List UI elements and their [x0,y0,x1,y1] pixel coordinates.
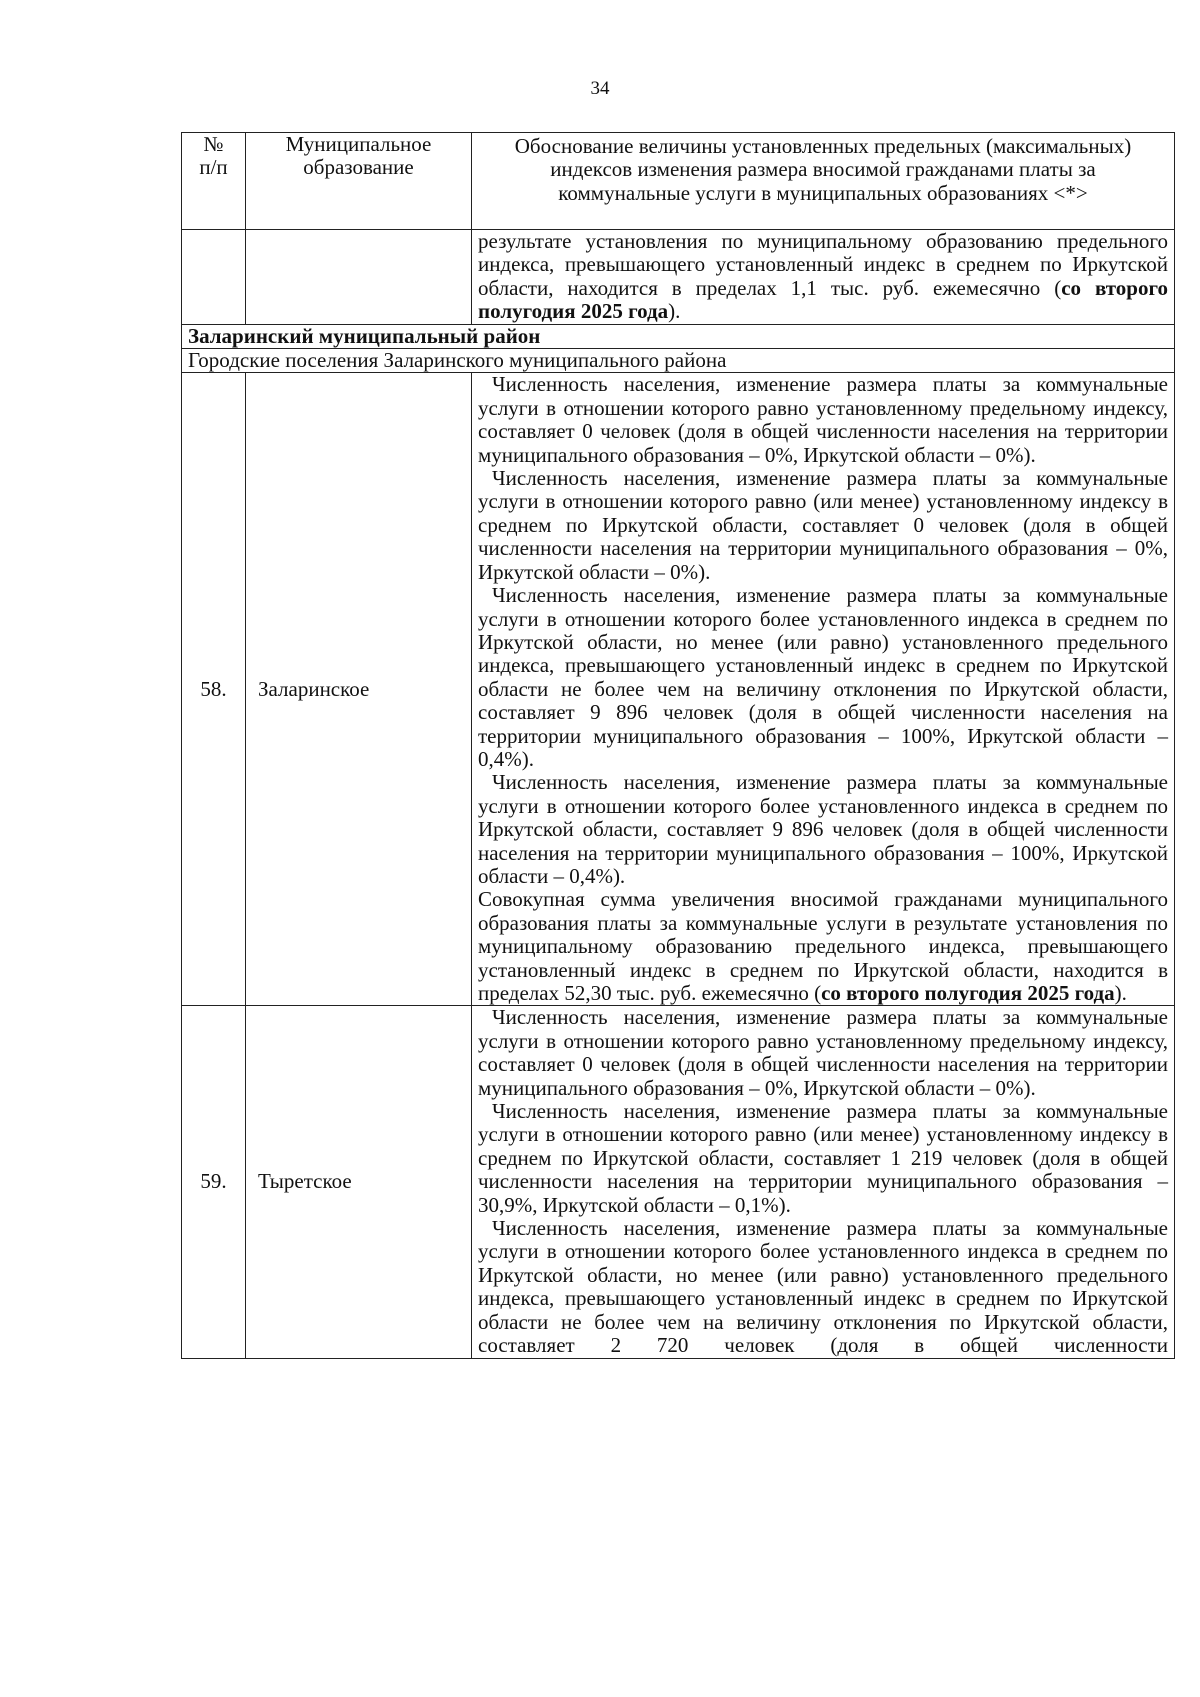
basis-text [472,1006,1175,1358]
section-title: Заларинский муниципальный район [182,324,1175,348]
paragraph: Численность населения, изменение размера платы за коммунальные услуги в отношении которого равно установленному предельному индексу, составляет 0 человек (доля в общей численности населения на территории муниципального образования – 0%, Иркутской области – 0%). [478,372,1168,467]
page-number: 34 [590,78,610,99]
continuation-row [182,230,1175,325]
table-header-row [182,133,1175,230]
subsection-title: Городские поселения Заларинского муниципального района [182,349,1175,373]
paragraph: Численность населения, изменение размера платы за коммунальные услуги в отношении которого более установленного индекса в среднем по Иркутской области, но менее (или равно) установленного предельного индекса, превышающего установленный индекс в среднем по Иркутской области не более чем на величину отклонения по Иркутской области, составляет 9 896 человек (доля в общей численности населения на территории муниципального образования – 100%, Иркутской области – 0,4%). [478,583,1168,771]
header-municipality: Муниципальное образование [246,133,472,230]
paragraph: Численность населения, изменение размера платы за коммунальные услуги в отношении которого равно (или менее) установленному индексу в среднем по Иркутской области, составляет 0 человек (доля в общей численности населения на территории муниципального образования – 0%, Иркутской области – 0%). [478,466,1168,584]
row-number: 58. [182,373,246,1006]
continuation-text: результате установления по муниципальному образованию предельного индекса, превышающего установленный индекс в среднем по Иркутской области, находится в пределах 1,1 тыс. руб. ежемесячно (со второго полугодия 2025 года). [472,230,1175,325]
table-row [182,373,1175,1006]
paragraph: Численность населения, изменение размера платы за коммунальные услуги в отношении которого более установленного индекса в среднем по Иркутской области, составляет 9 896 человек (доля в общей численности населения на территории муниципального образования – 100%, Иркутской области – 0,4%). [478,770,1168,888]
section-title-row [182,324,1175,348]
municipality-name: Тыретское [246,1006,472,1358]
paragraph: Численность населения, изменение размера платы за коммунальные услуги в отношении которого равно установленному предельному индексу, составляет 0 человек (доля в общей численности населения на территории муниципального образования – 0%, Иркутской области – 0%). [478,1005,1168,1100]
header-number: № п/п [182,133,246,230]
subsection-title-row [182,349,1175,373]
summary-paragraph: Совокупная сумма увеличения вносимой гражданами муниципального образования платы за коммунальные услуги в результате установления по муниципальному образованию предельного индекса, превышающего установленный индекс в среднем по Иркутской области, находится в пределах 52,30 тыс. руб. ежемесячно (со второго полугодия 2025 года). [478,887,1168,1005]
basis-text [472,373,1175,1006]
table-row [182,1006,1175,1358]
header-basis: Обоснование величины установленных предельных (максимальных) индексов изменения размера вносимой гражданами платы за коммунальные услуги в муниципальных образованиях <*> [472,133,1175,230]
paragraph: Численность населения, изменение размера платы за коммунальные услуги в отношении которого более установленного индекса в среднем по Иркутской области, но менее (или равно) установленного предельного индекса, превышающего установленный индекс в среднем по Иркутской области не более чем на величину отклонения по Иркутской области, составляет 2 720 человек (доля в общей численности [478,1216,1168,1358]
row-number: 59. [182,1006,246,1358]
tariff-index-table [181,132,1175,1359]
municipality-name: Заларинское [246,373,472,1006]
paragraph: Численность населения, изменение размера платы за коммунальные услуги в отношении которого равно (или менее) установленному индексу в среднем по Иркутской области, составляет 1 219 человек (доля в общей численности населения на территории муниципального образования – 30,9%, Иркутской области – 0,1%). [478,1099,1168,1217]
